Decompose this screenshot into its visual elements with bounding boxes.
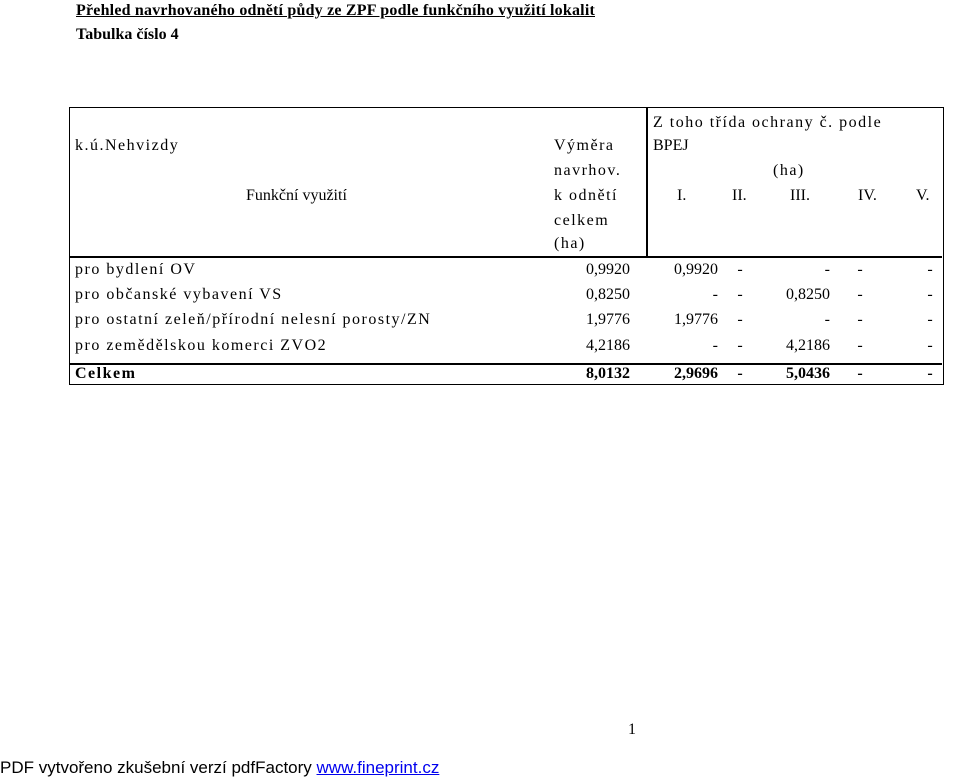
column-divider: [646, 108, 648, 256]
row-class-4: -: [857, 286, 863, 303]
cadastral-area-label: k.ú.Nehvizdy: [75, 137, 180, 154]
row-total: 0,9920: [586, 261, 630, 278]
row-class-4: -: [857, 311, 863, 328]
row-total: 1,9776: [586, 311, 630, 328]
row-class-4: -: [857, 261, 863, 278]
total-class-3: 5,0436: [786, 365, 830, 382]
row-class-2: -: [737, 337, 743, 354]
row-class-2: -: [737, 286, 743, 303]
pdf-footer: [0, 758, 439, 778]
row-class-3: -: [824, 261, 830, 278]
total-class-4: -: [857, 365, 863, 382]
row-class-5: -: [927, 261, 933, 278]
row-class-3: 0,8250: [786, 286, 830, 303]
summary-table: [69, 107, 944, 385]
row-class-3: 4,2186: [786, 337, 830, 354]
total-class-1: 2,9696: [674, 365, 718, 382]
class-I-header: I.: [677, 187, 687, 204]
class-IV-header: IV.: [858, 187, 877, 204]
area-header-line1: Výměra: [554, 137, 615, 154]
soil-class-header: Z toho třída ochrany č. podle: [653, 114, 883, 131]
row-class-2: -: [737, 311, 743, 328]
soil-class-unit: (ha): [773, 162, 805, 179]
class-II-header: II.: [732, 187, 747, 204]
row-class-1: -: [712, 337, 718, 354]
footer-text: PDF vytvořeno zkušební verzí pdfFactory: [0, 758, 317, 777]
fineprint-link[interactable]: www.fineprint.cz: [316, 758, 440, 777]
row-class-4: -: [857, 337, 863, 354]
row-class-1: -: [712, 286, 718, 303]
total-class-5: -: [927, 365, 933, 382]
row-total: 0,8250: [586, 286, 630, 303]
row-label: pro bydlení OV: [75, 261, 197, 278]
page-number: 1: [628, 721, 636, 738]
total-label: Celkem: [75, 365, 137, 382]
row-class-3: -: [824, 311, 830, 328]
row-total: 4,2186: [586, 337, 630, 354]
class-III-header: III.: [790, 187, 810, 204]
total-area: 8,0132: [586, 365, 630, 382]
area-header-line3: k odnětí: [554, 187, 618, 204]
area-header-line2: navrhov.: [554, 162, 622, 179]
table-caption: Tabulka číslo 4: [76, 26, 179, 43]
soil-class-header-bpej: BPEJ: [653, 137, 689, 154]
row-label: pro občanské vybavení VS: [75, 286, 283, 303]
row-class-5: -: [927, 286, 933, 303]
total-class-2: -: [737, 365, 743, 382]
function-header: Funkční využití: [246, 187, 347, 204]
class-V-header: V.: [916, 187, 930, 204]
row-class-5: -: [927, 337, 933, 354]
area-header-unit: (ha): [554, 235, 586, 252]
document-title: Přehled navrhovaného odnětí půdy ze ZPF podle funkčního využití lokalit: [76, 2, 596, 19]
row-label: pro ostatní zeleň/přírodní nelesní porosty/ZN: [75, 311, 432, 328]
row-class-2: -: [737, 261, 743, 278]
header-divider: [70, 256, 942, 258]
row-label: pro zemědělskou komerci ZVO2: [75, 337, 328, 354]
row-class-5: -: [927, 311, 933, 328]
row-class-1: 1,9776: [674, 311, 718, 328]
row-class-1: 0,9920: [674, 261, 718, 278]
area-header-line4: celkem: [554, 212, 610, 229]
